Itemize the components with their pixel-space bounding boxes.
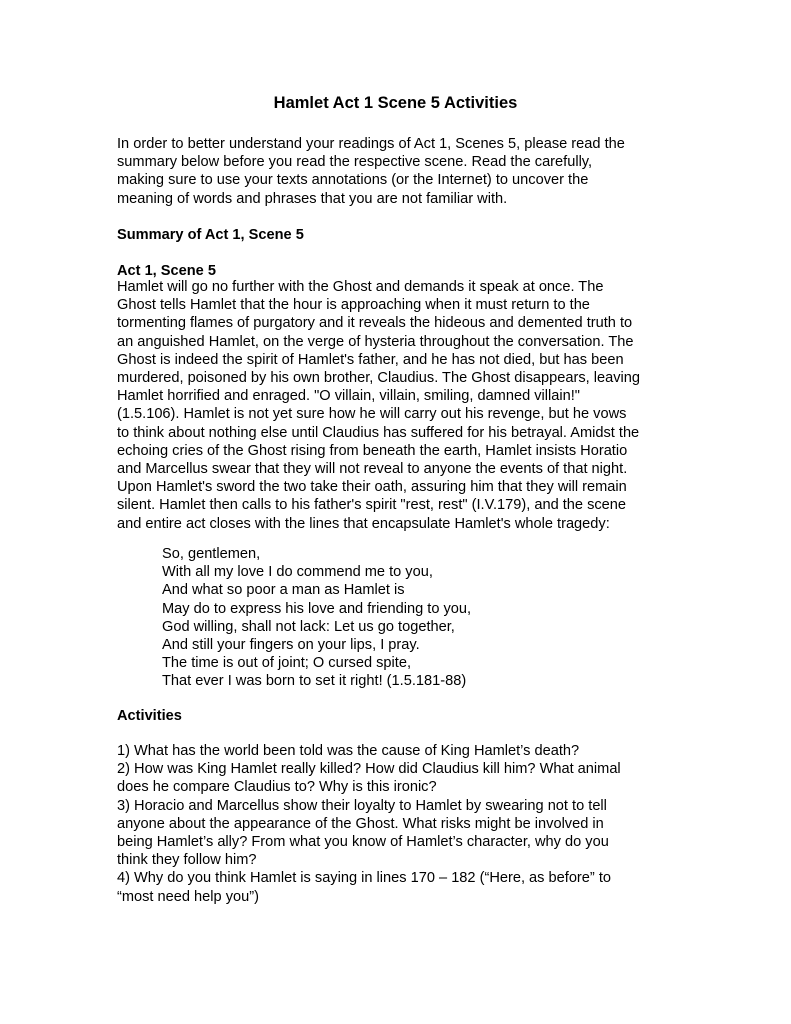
verse-line: The time is out of joint; O cursed spite, (162, 655, 412, 672)
summary-line: murdered, poisoned by his own brother, Claudius. The Ghost disappears, leaving (117, 370, 640, 387)
question-line: “most need help you”) (117, 888, 259, 905)
summary-line: and Marcellus swear that they will not reveal to anyone the events of that night. (117, 461, 628, 478)
activities-heading: Activities (117, 708, 182, 724)
question-line: being Hamlet’s ally? From what you know of Hamlet’s character, why do you (117, 834, 609, 851)
scene-heading: Act 1, Scene 5 (117, 263, 216, 279)
activities-questions (117, 742, 697, 906)
summary-line: Ghost tells Hamlet that the hour is approaching when it must return to the (117, 297, 590, 314)
summary-line: to think about nothing else until Claudius has suffered for his betrayal. Amidst the (117, 424, 640, 441)
quoted-verse (162, 545, 742, 691)
question-line: 2) How was King Hamlet really killed? How did Claudius kill him? What animal (117, 761, 621, 778)
verse-line: And what so poor a man as Hamlet is (162, 582, 405, 599)
summary-paragraph (117, 278, 697, 533)
summary-heading: Summary of Act 1, Scene 5 (117, 227, 304, 243)
page-title: Hamlet Act 1 Scene 5 Activities (273, 94, 518, 112)
verse-line: So, gentlemen, (162, 546, 261, 562)
intro-line: making sure to use your texts annotations (or the Internet) to uncover the (117, 172, 589, 189)
summary-line: tormenting flames of purgatory and it reveals the hideous and demented truth to (117, 315, 633, 332)
summary-line: Hamlet horrified and enraged. "O villain, villain, smiling, damned villain!" (117, 388, 580, 405)
question-line: 3) Horacio and Marcellus show their loyalty to Hamlet by swearing not to tell (117, 797, 607, 814)
summary-line: an anguished Hamlet, on the verge of hysteria throughout the conversation. The (117, 333, 634, 350)
intro-line: In order to better understand your readings of Act 1, Scenes 5, please read the (117, 136, 625, 152)
summary-line: (1.5.106). Hamlet is not yet sure how he will carry out his revenge, but he vows (117, 406, 627, 423)
summary-line: silent. Hamlet then calls to his father's spirit "rest, rest" (I.V.179), and the scene (117, 497, 627, 514)
summary-line: Hamlet will go no further with the Ghost and demands it speak at once. The (117, 279, 604, 295)
question-line: think they follow him? (117, 852, 257, 869)
verse-line: With all my love I do commend me to you, (162, 564, 433, 581)
intro-line: summary below before you read the respective scene. Read the carefully, (117, 154, 593, 171)
intro-line: meaning of words and phrases that you are not familiar with. (117, 190, 508, 207)
question-line: 4) Why do you think Hamlet is saying in lines 170 – 182 (“Here, as before” to (117, 870, 611, 887)
summary-line: and entire act closes with the lines that encapsulate Hamlet's whole tragedy: (117, 515, 610, 532)
intro-paragraph (117, 135, 697, 208)
verse-line: That ever I was born to set it right! (1.5.181-88) (162, 673, 467, 690)
question-line: 1) What has the world been told was the cause of King Hamlet’s death? (117, 743, 580, 759)
summary-line: echoing cries of the Ghost rising from beneath the earth, Hamlet insists Horatio (117, 442, 628, 459)
summary-line: Ghost is indeed the spirit of Hamlet's father, and he has not died, but has been (117, 351, 624, 368)
question-line: anyone about the appearance of the Ghost. What risks might be involved in (117, 815, 604, 832)
question-line: does he compare Claudius to? Why is this ironic? (117, 779, 437, 796)
summary-line: Upon Hamlet's sword the two take their oath, assuring him that they will remain (117, 479, 627, 496)
verse-line: And still your fingers on your lips, I pray. (162, 637, 420, 654)
verse-line: God willing, shall not lack: Let us go together, (162, 618, 455, 635)
verse-line: May do to express his love and friending to you, (162, 600, 472, 617)
